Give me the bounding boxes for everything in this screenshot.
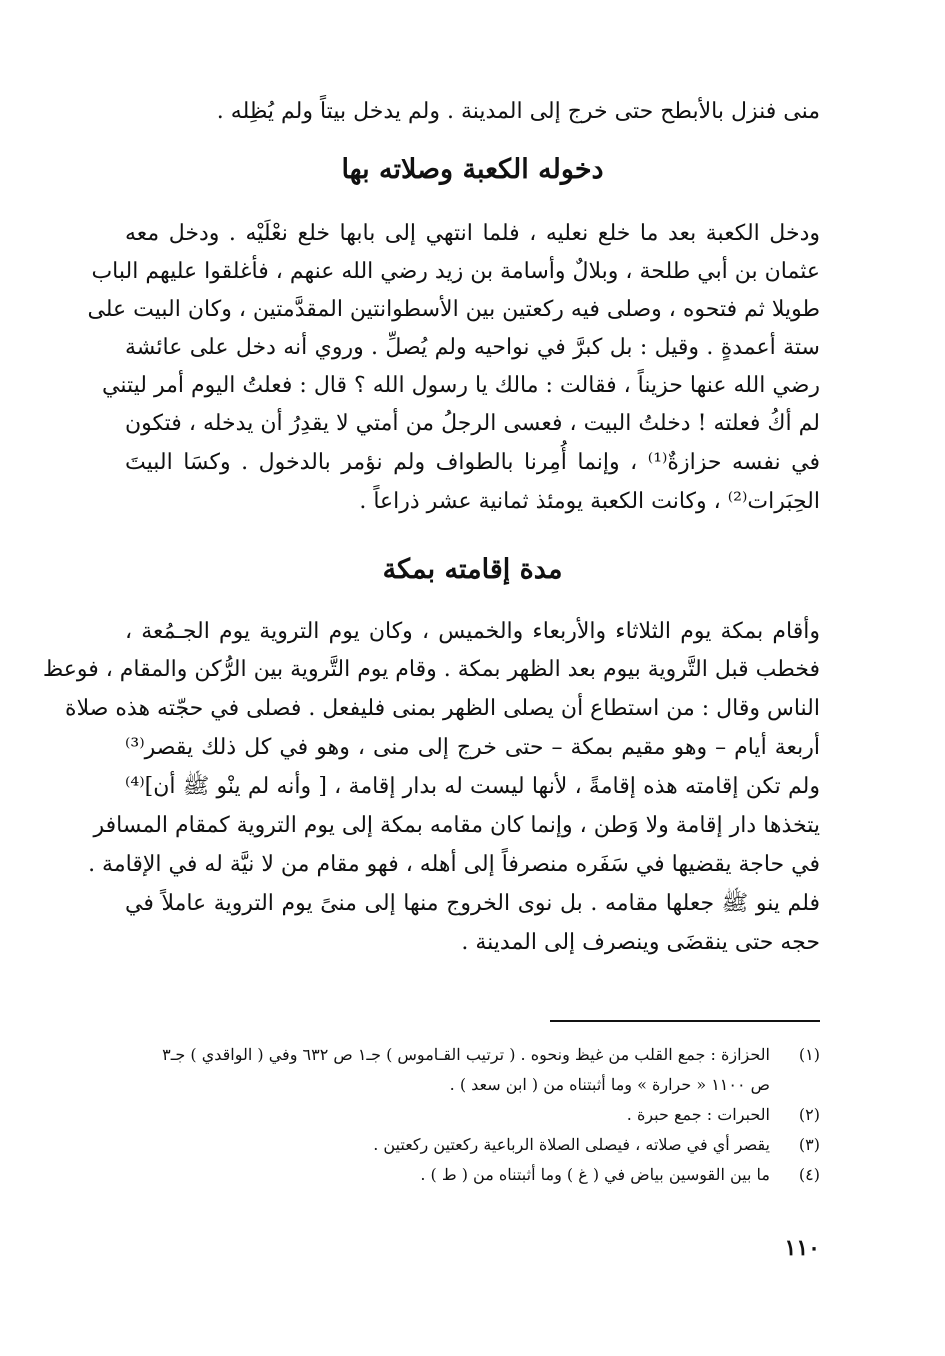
text-line: أربعة أيام – وهو مقيم بمكة – حتى خرج إلى منى ، وهو في كل ذلك يقصر⁽³⁾ <box>125 735 820 760</box>
footnote-continuation: ص ١١٠٠ « حرارة » وما أثبتناه من ( ابن سعد ) . <box>449 1075 770 1094</box>
text-line: الحِبَرات⁽²⁾ ، وكانت الكعبة يومئذ ثمانية عشر ذراعاً . <box>359 489 820 514</box>
footnote-text: يقصر أي في صلاته ، فيصلى الصلاة الرباعية ركعتين ركعتين . <box>373 1135 770 1154</box>
text-line: حجه حتى ينقضَى وينصرف إلى المدينة . <box>461 930 820 955</box>
text-line: منى فنزل بالأبطح حتى خرج إلى المدينة . ولم يدخل بيتاً ولم يُظِله . <box>216 99 820 124</box>
text-line: ودخل الكعبة بعد ما خلع نعليه ، فلما انتهي إلى بابها خلع نعْلَيْه . ودخل معه <box>125 221 820 246</box>
text-line: طويلا ثم فتحوه ، وصلى فيه ركعتين بين الأسطوانتين المقدَّمتين ، وكان البيت على <box>87 297 820 322</box>
section-heading: دخوله الكعبة وصلاته بها <box>341 154 604 185</box>
text-line: عثمان بن أبي طلحة ، وبلالٌ وأسامة بن زيد رضي الله عنهم ، فأغلقوا عليهم الباب <box>91 259 820 284</box>
text-line: وأقام بمكة يوم الثلاثاء والأربعاء والخميس ، وكان يوم التروية يوم الجـمُعة ، <box>125 619 820 644</box>
text-line: يتخذها دار إقامة ولا وَطن ، وإنما كان مقامه بمكة إلى يوم التروية كمقام المسافر <box>93 813 820 838</box>
text-line: لم أكُ فعلته ! دخلتُ البيت ، فعسى الرجلُ من أمتي لا يقدِرُ أن يدخله ، فتكون <box>125 411 820 436</box>
text-line: في نفسه حزازةٌ⁽¹⁾ ، وإنما أُمِرنا بالطواف ولم نؤمر بالدخول . وكسَا البيتَ <box>125 450 820 475</box>
text-line: ولم تكن إقامته هذه إقامةً ، لأنها ليست له بدار إقامة ، [ وأنه لم ينْو ﷺ أن]⁽⁴⁾ <box>125 774 820 799</box>
page-number: ١١٠ <box>784 1235 820 1261</box>
text-line: فلم ينو ﷺ جعلها مقامه . بل نوى الخروج منها إلى منىً يوم التروية عاملاً في <box>125 891 820 916</box>
footnote-text: الحزازة : جمع القلب من غيظ ونحوه . ( ترتيب القـاموس ) جـ١ ص ٦٣٢ وفي ( الواقدي ) جـ٣ <box>162 1045 770 1064</box>
text-line: الناس وقال : من استطاع أن يصلى الظهر بمنى فليفعل . فصلى في حجّته هذه صلاة <box>65 696 820 721</box>
footnote-text: الحبرات : جمع حبرة . <box>626 1105 770 1124</box>
footnote-number: (٤) <box>798 1165 820 1184</box>
text-line: ستة أعمدةٍ . وقيل : بل كبرَّ في نواحيه ولم يُصلِّ . وروي أنه دخل على عائشة <box>125 335 820 360</box>
text-line: رضي الله عنها حزيناً ، فقالت : مالك يا رسول الله ؟ قال : فعلتُ اليوم أمر ليتني <box>102 373 820 398</box>
footnote-text: ما بين القوسين بياض في ( غ ) وما أثبتناه من ( ط ) . <box>420 1165 770 1184</box>
footnote <box>125 1130 820 1160</box>
footnote-number: (٣) <box>798 1135 820 1154</box>
footnote <box>125 1100 820 1130</box>
footnote <box>125 1160 820 1190</box>
footnote-number: (١) <box>798 1045 820 1064</box>
text-line: فخطب قبل التَّروية بيوم بعد الظهر بمكة . وقام يوم التَّروية بين الرُّكن والمقام ، فوعظ <box>42 657 820 682</box>
footnote-number: (٢) <box>798 1105 820 1124</box>
footnote <box>125 1040 820 1070</box>
footnote-divider <box>550 1020 820 1022</box>
text-line: في حاجة يقضيها في سَفَره منصرفاً إلى أهله ، فهو مقام من لا نيَّة له في الإقامة . <box>88 852 820 877</box>
section-heading: مدة إقامته بمكة <box>382 554 563 585</box>
